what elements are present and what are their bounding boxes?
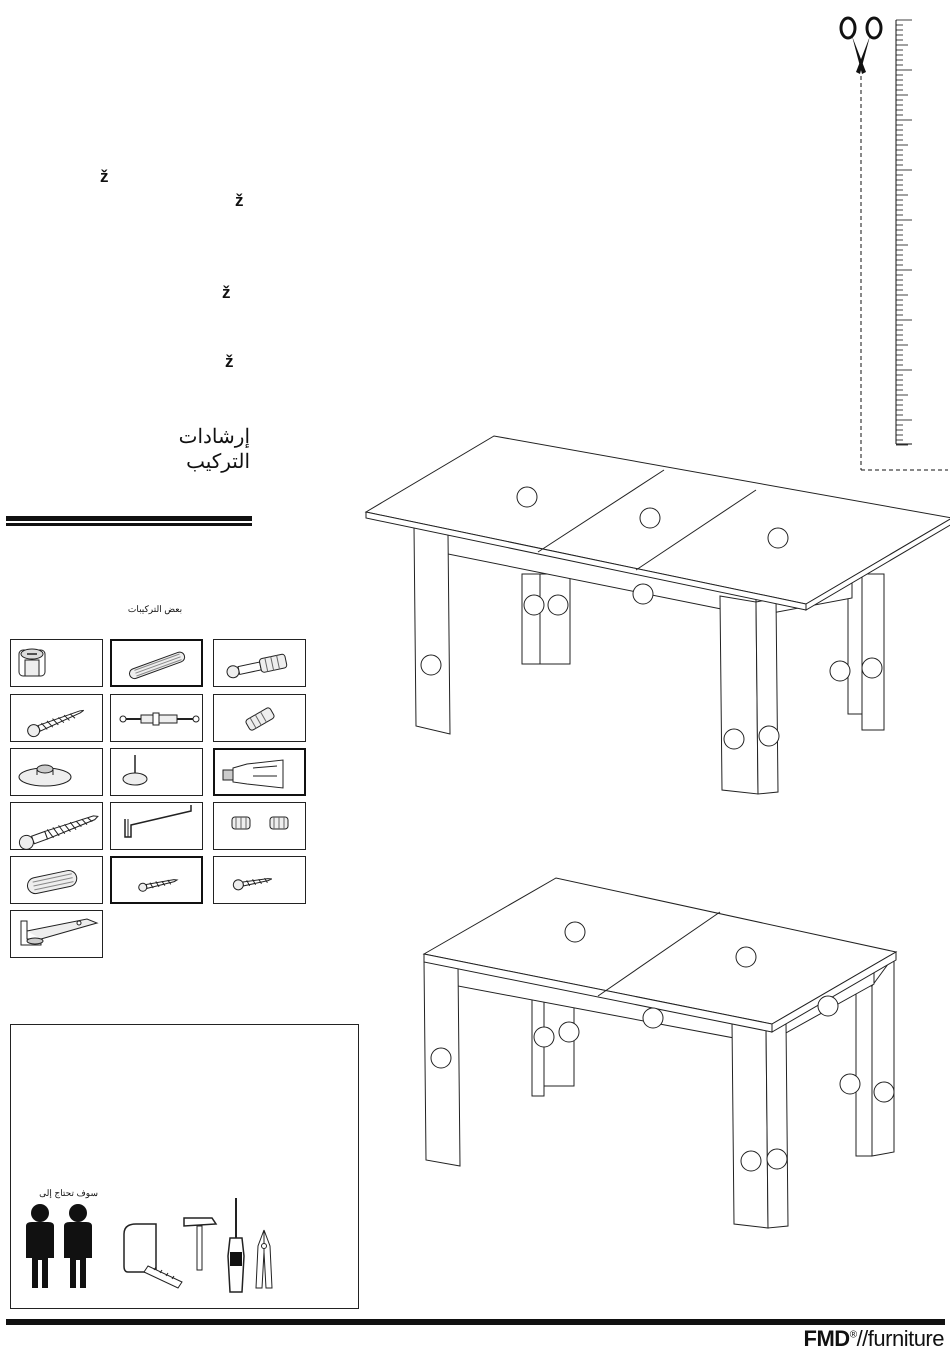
table-leg xyxy=(720,596,758,794)
table-leg xyxy=(522,574,540,664)
table-leg xyxy=(414,526,450,734)
fitting-cell xyxy=(110,748,203,796)
threaded-insert-icon xyxy=(214,803,307,851)
table-extended-illustration xyxy=(364,434,950,798)
dowel-icon xyxy=(112,641,205,689)
double-connector-icon xyxy=(111,695,204,743)
table-closed-illustration xyxy=(420,876,900,1232)
bracket-icon xyxy=(11,911,104,959)
ruler xyxy=(896,20,912,445)
fitting-cell xyxy=(110,639,203,687)
plastic-plug-icon xyxy=(214,695,307,743)
fitting-cell xyxy=(10,802,103,850)
screw-icon xyxy=(11,695,104,743)
brand-name: FMD xyxy=(803,1326,850,1351)
fitting-cell xyxy=(213,748,306,796)
divider-top xyxy=(6,516,252,521)
table-leg xyxy=(732,1022,768,1228)
fitting-cell xyxy=(213,694,306,742)
cam-lock-icon xyxy=(11,640,104,688)
page-mark-3: ž xyxy=(222,283,231,302)
fitting-cell xyxy=(213,802,306,850)
page-mark-2: ž xyxy=(235,191,244,210)
tape-measure-icon xyxy=(124,1224,182,1288)
page-mark-1: ž xyxy=(100,167,109,186)
divider-bottom xyxy=(6,523,252,526)
brand-suffix: //furniture xyxy=(856,1326,944,1351)
brand-reg: ® xyxy=(849,1329,857,1341)
nail-glide-icon xyxy=(111,749,204,797)
allen-key-icon xyxy=(111,803,204,851)
tools-illustration xyxy=(20,1196,290,1306)
hammer-icon xyxy=(184,1218,216,1270)
small-screw-icon xyxy=(112,858,205,906)
fitting-cell xyxy=(10,910,103,958)
person-icon xyxy=(64,1204,92,1288)
screwdriver-icon xyxy=(228,1198,244,1292)
brand-logo xyxy=(804,1326,944,1352)
footer-rule xyxy=(6,1319,945,1325)
scissors-icon xyxy=(841,18,881,74)
fitting-cell xyxy=(213,639,306,687)
short-screw-icon xyxy=(214,857,307,905)
fittings-header: بعض التركيبات xyxy=(127,604,183,614)
tools-header: سوف تحتاج إلى xyxy=(39,1188,98,1198)
long-screw-icon xyxy=(11,803,104,851)
glue-tube-icon xyxy=(215,750,308,798)
fitting-cell xyxy=(213,856,306,904)
fitting-cell xyxy=(10,639,103,687)
fitting-cell xyxy=(110,802,203,850)
page-mark-4: ž xyxy=(225,352,234,371)
glide-pad-icon xyxy=(11,749,104,797)
wood-dowel-icon xyxy=(11,857,104,905)
fitting-cell xyxy=(10,856,103,904)
fitting-cell xyxy=(10,694,103,742)
fitting-cell xyxy=(110,694,203,742)
instructions-title: إرشادات التركيب xyxy=(178,426,250,473)
fitting-cell xyxy=(110,856,203,904)
pliers-icon xyxy=(256,1230,272,1288)
fitting-cell xyxy=(10,748,103,796)
cut-guide xyxy=(836,14,950,474)
connector-bolt-icon xyxy=(214,640,307,688)
person-icon xyxy=(26,1204,54,1288)
